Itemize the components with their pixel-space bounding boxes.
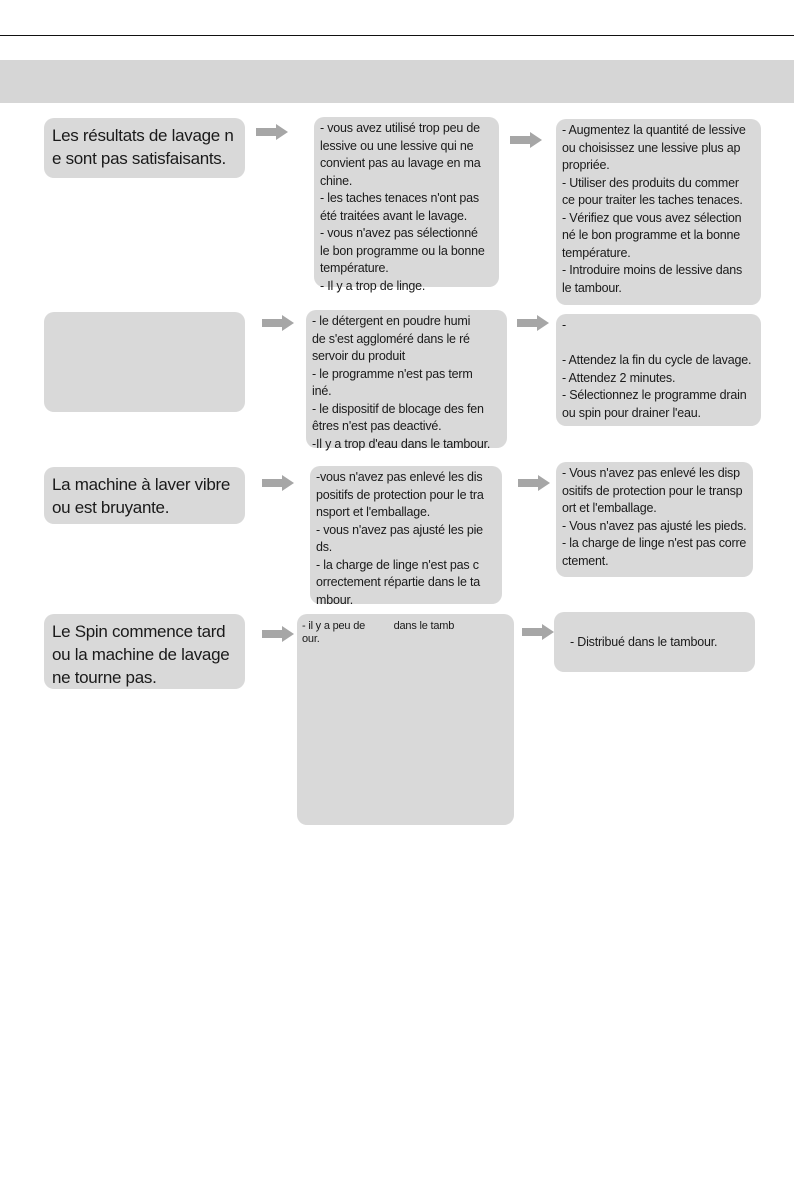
problem-box-4: Le Spin commence tard ou la machine de lavage ne tourne pas.: [44, 614, 245, 689]
top-rule: [0, 35, 794, 36]
arrow-right-icon: [262, 475, 294, 491]
arrow-right-icon: [262, 626, 294, 642]
solution-box-4: - Distribué dans le tambour.: [554, 612, 755, 672]
cause-box-3: -vous n'avez pas enlevé les dis positifs de protection pour le tra nsport et l'emballage. - vous n'avez pas ajusté les pie ds. - la charge de linge n'est pas c orrectement répartie dans le ta mbour.: [310, 466, 502, 604]
cause-box-4: - il y a peu de dans le tamb our.: [297, 614, 514, 825]
arrow-right-icon: [262, 315, 294, 331]
cause-box-2: - le détergent en poudre humi de s'est aggloméré dans le ré servoir du produit - le programme n'est pas term iné. - le dispositif de blocage des fen êtres n'est pas deactivé. -Il y a trop d'eau dans le tambour.: [306, 310, 507, 448]
problem-box-2: [44, 312, 245, 412]
problem-box-1: Les résultats de lavage n e sont pas satisfaisants.: [44, 118, 245, 178]
solution-box-1: - Augmentez la quantité de lessive ou choisissez une lessive plus ap propriée. - Utiliser des produits du commer ce pour traiter les taches tenaces. - Vérifiez que vous avez sélection né le bon programme et la bonne température. - Introduire moins de lessive dans le tambour.: [556, 119, 761, 305]
solution-box-2: - - Attendez la fin du cycle de lavage. - Attendez 2 minutes. - Sélectionnez le programme drain ou spin pour drainer l'eau.: [556, 314, 761, 426]
arrow-right-icon: [517, 315, 549, 331]
arrow-right-icon: [518, 475, 550, 491]
header-band: [0, 60, 794, 103]
arrow-right-icon: [256, 124, 288, 140]
arrow-right-icon: [510, 132, 542, 148]
solution-box-3: - Vous n'avez pas enlevé les disp ositifs de protection pour le transp ort et l'emballage. - Vous n'avez pas ajusté les pieds. - la charge de linge n'est pas corre ctement.: [556, 462, 753, 577]
cause-box-1: - vous avez utilisé trop peu de lessive ou une lessive qui ne convient pas au lavage en ma chine. - les taches tenaces n'ont pas été traitées avant le lavage. - vous n'avez pas sélectionné le bon programme ou la bonne température. - Il y a trop de linge.: [314, 117, 499, 287]
arrow-right-icon: [522, 624, 554, 640]
problem-box-3: La machine à laver vibre ou est bruyante.: [44, 467, 245, 524]
